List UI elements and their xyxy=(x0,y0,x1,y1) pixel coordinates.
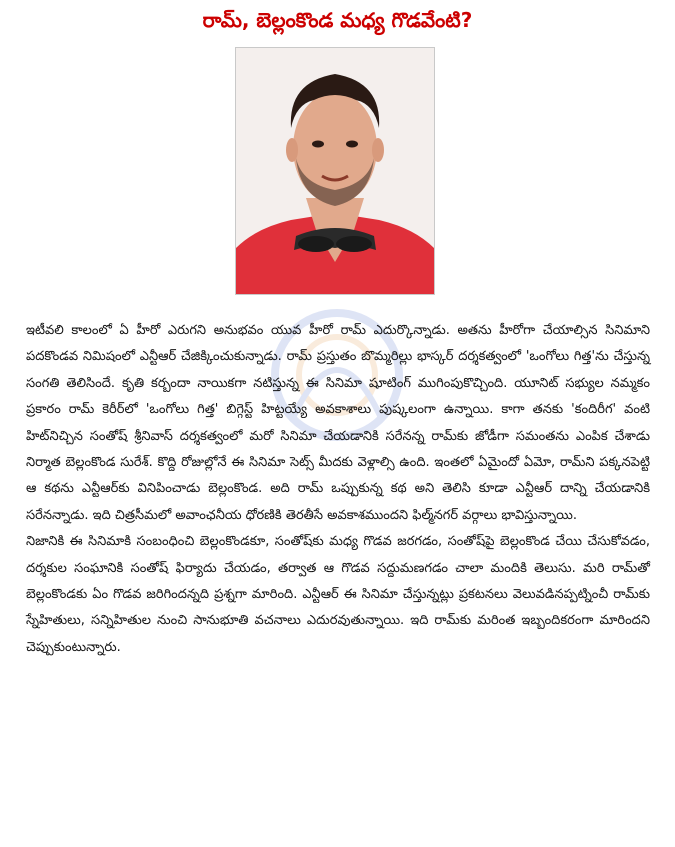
article-body xyxy=(26,318,650,661)
article-paragraph-1: ఇటీవలి కాలంలో ఏ హీరో ఎరుగని అనుభవం యువ హీరో రామ్ ఎదుర్కొన్నాడు. అతను హీరోగా చేయాల్సిన సినిమాని పదకొండవ నిమిషంలో ఎన్టీఆర్ చేజిక్కించుకున్నాడు. రామ్ ప్రస్తుతం బొమ్మరిల్లు భాస్కర్ దర్శకత్వంలో 'ఒంగోలు గిత్త'ను చేస్తున్న సంగతి తెలిసిందే. కృతి కర్బందా నాయికగా నటిస్తున్న ఈ సినిమా షూటింగ్ ముగింపుకొచ్చింది. యూనిట్ సభ్యుల నమ్మకం ప్రకారం రామ్ కెరీర్‌లో 'ఒంగోలు గిత్త' బిగ్గెస్ట్ హిట్టయ్యే అవకాశాలు పుష్కలంగా ఉన్నాయి. కాగా తనకు 'కందిరీగ' వంటి హిట్‌నిచ్చిన సంతోష్ శ్రీనివాస్ దర్శకత్వంలో మరో సినిమా చేయడానికి సరేనన్న రామ్‌కు జోడీగా సమంతను ఎంపిక చేశాడు నిర్మాత బెల్లంకొండ సురేశ్. కొద్ది రోజుల్లోనే ఈ సినిమా సెట్స్ మీదకు వెళ్లాల్సి ఉంది. ఇంతలో ఏమైందో ఏమో, రామ్‌ని పక్కనపెట్టి ఆ కథను ఎన్టీఆర్‌కు వినిపించాడు బెల్లంకొండ. అది రామ్ ఒప్పుకున్న కథ అని తెలిసి కూడా ఎన్టీఆర్ దాన్ని చేయడానికి సరేనన్నాడు. ఇది చిత్రసీమలో అవాంఛనీయ ధోరణికి తెరతీసే అవకాశముందని ఫిల్మ్‌నగర్ వర్గాలు భావిస్తున్నాయి. xyxy=(26,323,650,523)
article-paragraph-2: నిజానికి ఈ సినిమాకి సంబంధించి బెల్లంకొండకూ, సంతోష్‌కు మధ్య గొడవ జరగడం, సంతోష్‌పై బెల్లంకొండ చేయి చేసుకోవడం, దర్శకుల సంఘానికి సంతోష్ ఫిర్యాదు చేయడం, తర్వాత ఆ గొడవ సద్దుమణగడం చాలా మందికి తెలుసు. మరి రామ్‌తో బెల్లంకొండకు ఏం గొడవ జరిగిందన్నది ప్రశ్నగా మారింది. ఎన్టీఆర్ ఈ సినిమా చేస్తున్నట్లు ప్రకటనలు వెలువడినప్పట్నించీ రామ్‌కు స్నేహితులు, సన్నిహితుల నుంచి సానుభూతి వచనాలు ఎదురవుతున్నాయి. ఇది రామ్‌కు మరింత ఇబ్బందికరంగా మారిందని చెప్పుకుంటున్నారు. xyxy=(26,534,650,655)
article-headline: రామ్, బెల్లంకొండ మధ్య గొడవేంటి? xyxy=(202,8,473,32)
portrait-photo xyxy=(235,47,435,295)
portrait-photo-image xyxy=(236,48,434,294)
